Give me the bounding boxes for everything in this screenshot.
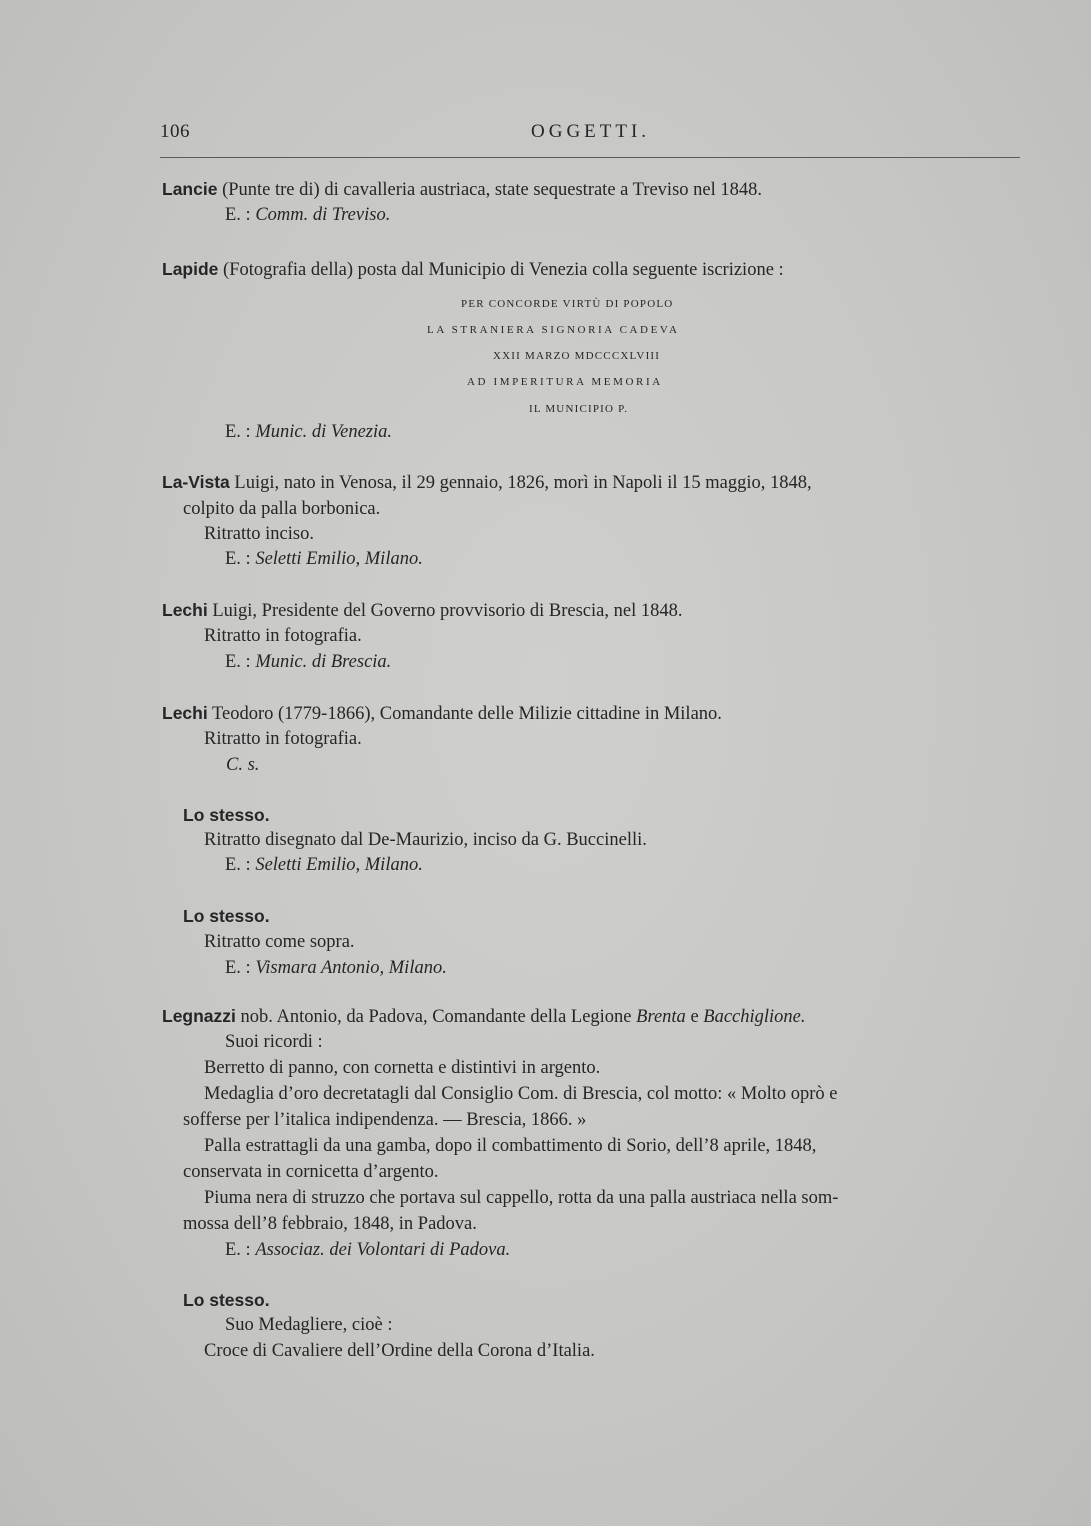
list-item-continued: mossa dell’8 febbraio, 1848, in Padova. [183,1214,477,1234]
entry-lechi-teodoro [162,701,722,726]
inscription-line: AD IMPERITURA MEMORIA [467,376,663,388]
source-name: Comm. di Treviso. [255,205,391,225]
inscription-line: XXII MARZO MDCCCXLVIII [493,350,661,362]
entry-source [225,203,390,227]
entry-note: Suoi ricordi : [225,1032,323,1052]
entry-legnazzi [162,1004,806,1029]
entry-text-continued: colpito da palla borbonica. [183,499,381,519]
inscription-line: PER CONCORDE VIRTÙ DI POPOLO [461,298,674,310]
entry-head: Lancie [162,179,218,199]
entry-source [225,1238,510,1262]
entry-source: C. s. [226,755,260,775]
entry-note: Ritratto inciso. [204,524,314,544]
entry-note: Ritratto come sopra. [204,932,355,952]
source-name: Munic. di Venezia. [255,422,392,442]
list-item: Piuma nera di struzzo che portava sul cappello, rotta da una palla austriaca nella som- [204,1188,839,1208]
entry-head: Legnazzi [162,1006,236,1026]
entry-text: (Fotografia della) posta dal Municipio di Venezia colla seguente iscrizione : [218,260,784,280]
entry-source [225,420,392,444]
entry-text: nob. Antonio, da Padova, Comandante della Legione [235,1007,637,1027]
entry-source [225,547,423,571]
entry-source [225,650,391,674]
entry-lapide [162,257,784,282]
entry-head: Lapide [162,259,219,279]
entry-note: Ritratto in fotografia. [204,729,362,749]
entry-text: Luigi, nato in Venosa, il 29 gennaio, 1826, morì in Napoli il 15 maggio, 1848, [229,473,812,493]
entry-head: Lechi [162,703,208,723]
inscription-line: IL MUNICIPIO P. [529,403,629,415]
entry-note: Suo Medagliere, cioè : [225,1315,393,1335]
source-prefix: E. : [225,205,256,225]
entry-text: Luigi, Presidente del Governo provvisorio di Brescia, nel 1848. [207,601,683,621]
entry-lechi-luigi [162,598,682,623]
page-number: 106 [160,121,190,142]
entry-head: La-Vista [162,472,230,492]
entry-source [225,956,447,980]
entry-head: Lechi [162,600,208,620]
entry-head: Lo stesso. [183,805,270,825]
entry-head: Lo stesso. [183,906,270,926]
source-prefix: E. : [225,652,256,672]
source-prefix: E. : [225,549,256,569]
entry-lavista [162,470,812,495]
source-prefix: E. : [225,422,256,442]
list-item: Croce di Cavaliere dell’Ordine della Corona d’Italia. [204,1341,595,1361]
inscription-line: LA STRANIERA SIGNORIA CADEVA [427,324,680,336]
entry-note: Ritratto in fotografia. [204,626,362,646]
list-item: Medaglia d’oro decretatagli dal Consiglio Com. di Brescia, col motto: « Molto oprò e [204,1084,838,1104]
legion-name: Bacchiglione. [703,1007,806,1027]
entry-note: Ritratto disegnato dal De-Maurizio, inciso da G. Buccinelli. [204,830,647,850]
entry-text: Teodoro (1779-1866), Comandante delle Milizie cittadine in Milano. [207,704,722,724]
source-name: Seletti Emilio, Milano. [255,549,423,569]
list-item: Palla estrattagli da una gamba, dopo il combattimento di Sorio, dell’8 aprile, 1848, [204,1136,817,1156]
entry-source [225,853,423,877]
legion-name: Brenta [636,1007,686,1027]
list-item-continued: conservata in cornicetta d’argento. [183,1162,439,1182]
list-item-continued: sofferse per l’italica indipendenza. — Brescia, 1866. » [183,1110,587,1130]
entry-text: e [685,1007,704,1027]
source-prefix: E. : [225,855,256,875]
source-name: Vismara Antonio, Milano. [255,958,447,978]
list-item: Berretto di panno, con cornetta e distintivi in argento. [204,1058,601,1078]
entry-text: (Punte tre di) di cavalleria austriaca, state sequestrate a Treviso nel 1848. [217,180,763,200]
source-name: Munic. di Brescia. [255,652,392,672]
source-name: Seletti Emilio, Milano. [255,855,423,875]
entry-head: Lo stesso. [183,1290,270,1310]
source-prefix: E. : [225,958,256,978]
source-name: Associaz. dei Volontari di Padova. [255,1240,511,1260]
source-prefix: E. : [225,1240,256,1260]
running-title: OGGETTI. [531,121,651,142]
entry-lancie [162,177,762,202]
